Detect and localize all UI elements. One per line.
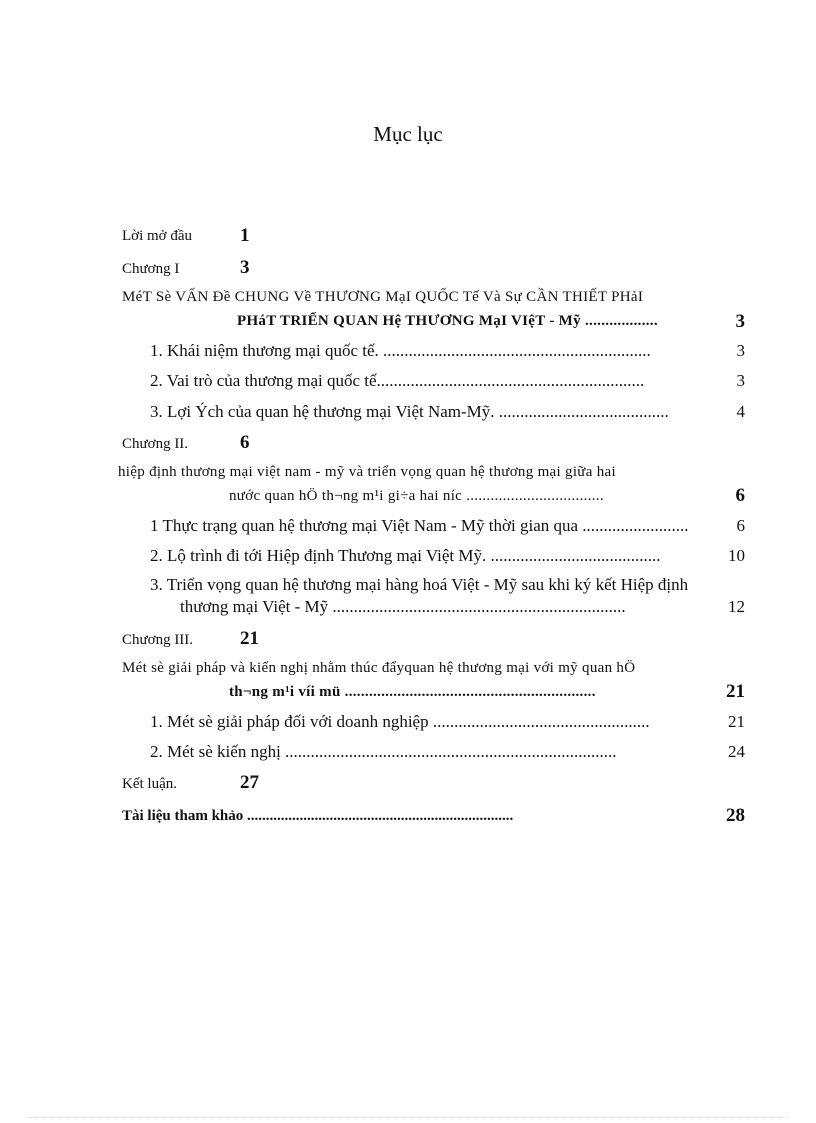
toc-entry-page: 21 xyxy=(728,712,745,731)
toc-chapter3-heading-line2: th¬ng m¹i víi mü .............................................................. xyxy=(229,684,596,700)
toc-entry-page: 24 xyxy=(728,742,745,761)
toc-entry: 2. Lộ trình đi tới Hiệp định Thương mại Việt Mỹ. ........................................ xyxy=(150,546,661,565)
toc-preface-label: Lời mở đầu xyxy=(122,228,193,244)
toc-references-label: Tài liệu tham khảo ....................................................................... xyxy=(122,808,514,824)
toc-chapter2-heading-line2: nước quan hÖ th¬ng m¹i gi÷a hai níc .................................. xyxy=(229,488,604,504)
toc-conclusion-label: Kết luận. xyxy=(122,776,177,792)
toc-chapter2-label: Chương II. xyxy=(122,436,189,452)
toc-entry-page: 6 xyxy=(736,516,745,535)
toc-chapter1-page: 3 xyxy=(240,257,250,278)
toc-entry: 1 Thực trạng quan hệ thương mại Việt Nam - Mỹ thời gian qua ......................... xyxy=(150,516,689,535)
toc-entry: 2. Mét sè kiến nghị .............................................................................. xyxy=(150,742,617,761)
toc-entry: 1. Mét sè giải pháp đối với doanh nghiệp ................................................... xyxy=(150,712,650,731)
page-bottom-border xyxy=(28,1117,788,1118)
toc-preface-page: 1 xyxy=(240,225,250,246)
toc-chapter3-label: Chương III. xyxy=(122,632,194,648)
toc-entry-page: 10 xyxy=(728,546,745,565)
toc-chapter2-heading-line1: hiệp định thương mại việt nam - mỹ và triển vọng quan hệ thương mại giữa hai xyxy=(118,464,616,480)
toc-chapter3-heading-line1: Mét sè giải pháp và kiến nghị nhằm thúc đẩyquan hệ thương mại với mỹ quan hÖ xyxy=(122,660,636,676)
toc-entry-continued: thương mại Việt - Mỹ ..................................................................... xyxy=(180,597,626,616)
toc-references-page: 28 xyxy=(726,805,745,826)
toc-entry-page: 3 xyxy=(736,371,745,390)
toc-chapter3-page: 21 xyxy=(240,628,259,649)
toc-chapter2-page: 6 xyxy=(240,432,250,453)
page-title: Mục lục xyxy=(373,122,443,146)
toc-entry: 2. Vai trò của thương mại quốc tế............................................................... xyxy=(150,371,645,390)
toc-entry: 1. Khái niệm thương mại quốc tế. ............................................................... xyxy=(150,341,651,360)
toc-entry-page: 12 xyxy=(728,597,745,616)
toc-preface xyxy=(122,228,192,245)
toc-chapter3-heading-page: 21 xyxy=(726,681,745,702)
toc-entry-page: 4 xyxy=(736,402,745,421)
toc-entry-page: 3 xyxy=(736,341,745,360)
toc-conclusion-page: 27 xyxy=(240,772,259,793)
toc-chapter1-heading-page: 3 xyxy=(735,311,745,332)
toc-entry: 3. Triển vọng quan hệ thương mại hàng hoá Việt - Mỹ sau khi ký kết Hiệp định xyxy=(150,575,689,594)
toc-chapter1-label: Chương I xyxy=(122,261,180,277)
toc-entry: 3. Lợi Ých của quan hệ thương mại Việt Nam-Mỹ. ........................................ xyxy=(150,402,669,421)
toc-chapter1-heading-line2: PHáT TRIỂN QUAN Hệ THƯƠNG MạI VIệT - Mỹ .................. xyxy=(237,313,658,329)
toc-chapter1-heading-line1: MéT Sè VẤN Đề CHUNG Về THƯƠNG MạI QUỐC Tế Và Sự CẦN THIẾT PHảI xyxy=(122,289,644,305)
toc-chapter2-heading-page: 6 xyxy=(735,485,745,506)
